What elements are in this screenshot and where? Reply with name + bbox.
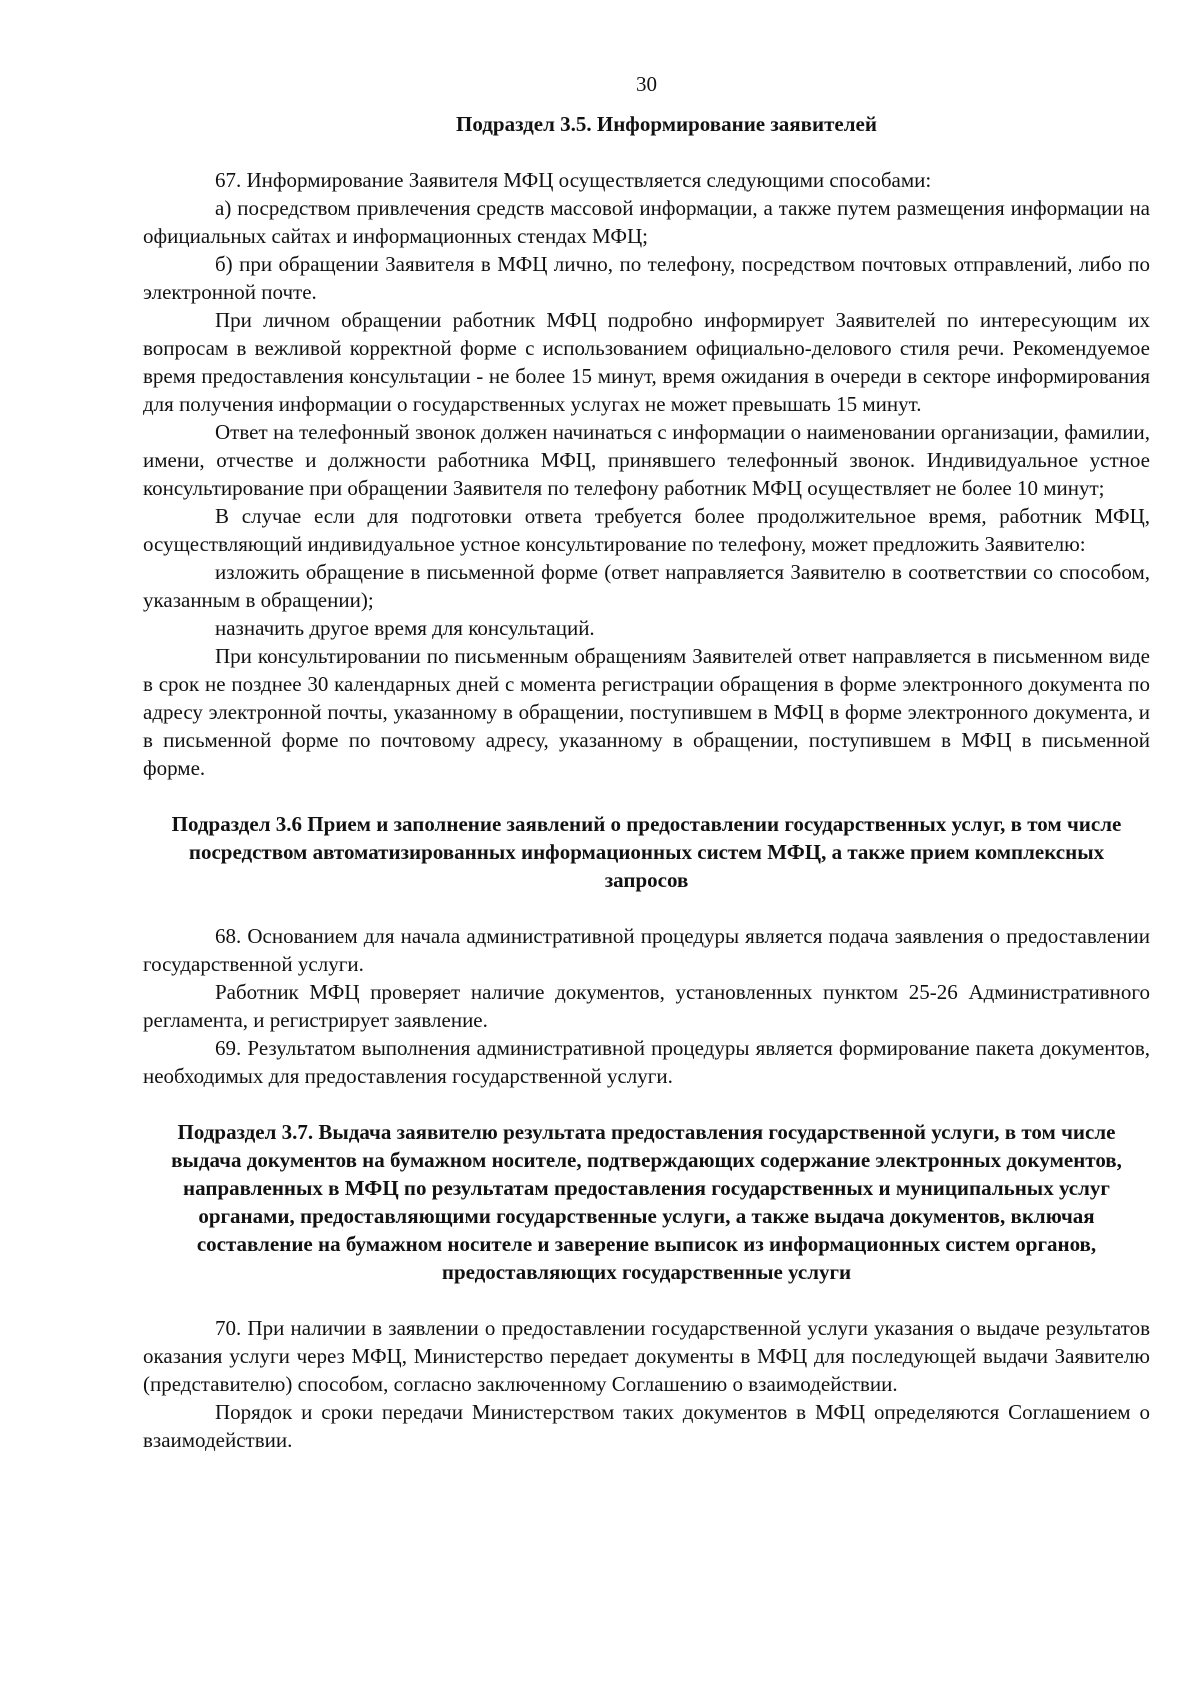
paragraph: Ответ на телефонный звонок должен начинаться с информации о наименовании организации, фамилии, имени, отчестве и должности работника МФЦ, принявшего телефонный звонок. Индивидуальное устное консультирование при обращении Заявителя по телефону работник МФЦ осуществляет не более 10 минут;	[143, 420, 1150, 500]
section-3-6	[143, 810, 1150, 1090]
paragraph: 69. Результатом выполнения административной процедуры является формирование пакета документов, необходимых для предоставления государственной услуги.	[143, 1036, 1150, 1088]
paragraph: При консультировании по письменным обращениям Заявителей ответ направляется в письменном виде в срок не позднее 30 календарных дней с момента регистрации обращения в форме электронного документа по адресу электронной почты, указанному в обращении, поступившем в МФЦ в форме электронного документа, и в письменной форме по почтовому адресу, указанному в обращении, поступившем в МФЦ в письменной форме.	[143, 644, 1150, 780]
paragraph: 67. Информирование Заявителя МФЦ осуществляется следующими способами:	[215, 168, 932, 192]
paragraph: При личном обращении работник МФЦ подробно информирует Заявителей по интересующим их вопросам в вежливой корректной форме с использованием официально-делового стиля речи. Рекомендуемое время предоставления консультации - не более 15 минут, время ожидания в очереди в секторе информирования для получения информации о государственных услугах не может превышать 15 минут.	[143, 308, 1150, 416]
paragraph: изложить обращение в письменной форме (ответ направляется Заявителю в соответствии со способом, указанным в обращении);	[143, 560, 1150, 612]
paragraph: 70. При наличии в заявлении о предоставлении государственной услуги указания о выдаче результатов оказания услуги через МФЦ, Министерство передает документы в МФЦ для последующей выдачи Заявителю (представителю) способом, согласно заключенному Соглашению о взаимодействии.	[143, 1316, 1150, 1396]
section-heading: Подраздел 3.7. Выдача заявителю результата предоставления государственной услуги, в том числе выдача документов на бумажном носителе, подтверждающих содержание электронных документов, направленных в МФЦ по результатам предоставления государственных и муниципальных услуг органами, предоставляющими государственные услуги, а также выдача документов, включая составление на бумажном носителе и заверение выписок из информационных систем органов, предоставляющих государственные услуги	[171, 1120, 1122, 1284]
section-heading: Подраздел 3.5. Информирование заявителей	[456, 112, 877, 136]
section-3-5	[143, 110, 1150, 782]
paragraph: 68. Основанием для начала административной процедуры является подача заявления о предоставлении государственной услуги.	[143, 924, 1150, 976]
paragraph: б) при обращении Заявителя в МФЦ лично, по телефону, посредством почтовых отправлений, либо по электронной почте.	[143, 252, 1150, 304]
section-3-7	[143, 1118, 1150, 1454]
paragraph: Работник МФЦ проверяет наличие документов, установленных пунктом 25-26 Административного регламента, и регистрирует заявление.	[143, 980, 1150, 1032]
page-number: 30	[636, 72, 657, 96]
section-heading: Подраздел 3.6 Прием и заполнение заявлений о предоставлении государственных услуг, в том числе посредством автоматизированных информационных систем МФЦ, а также прием комплексных запросов	[171, 812, 1122, 892]
paragraph: В случае если для подготовки ответа требуется более продолжительное время, работник МФЦ, осуществляющий индивидуальное устное консультирование по телефону, может предложить Заявителю:	[143, 504, 1150, 556]
paragraph: а) посредством привлечения средств массовой информации, а также путем размещения информации на официальных сайтах и информационных стендах МФЦ;	[143, 196, 1150, 248]
paragraph: назначить другое время для консультаций.	[215, 616, 595, 640]
paragraph: Порядок и сроки передачи Министерством таких документов в МФЦ определяются Соглашением о взаимодействии.	[143, 1400, 1150, 1452]
